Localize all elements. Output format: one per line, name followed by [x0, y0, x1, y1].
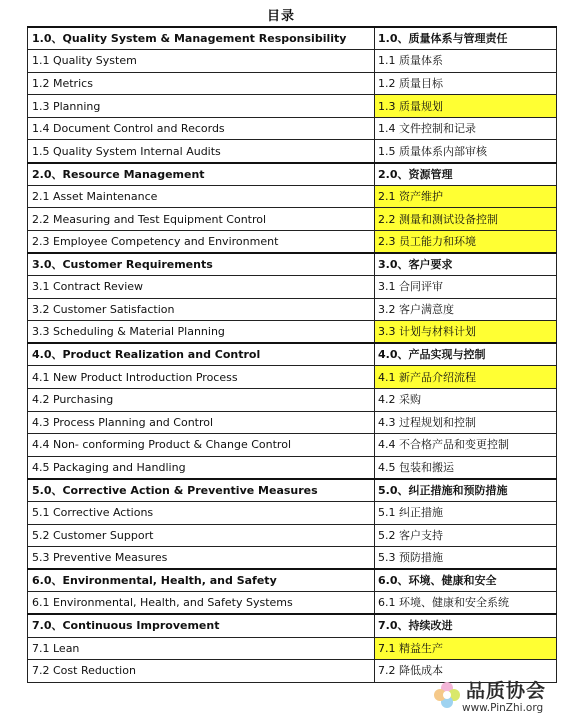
- toc-english-cell: 3.3 Scheduling & Material Planning: [28, 321, 375, 344]
- toc-chinese-cell: 4.5 包装和搬运: [375, 456, 557, 479]
- toc-section-row: [28, 163, 557, 186]
- toc-row: [28, 434, 557, 457]
- toc-chinese-cell: 3.2 客户满意度: [375, 298, 557, 321]
- toc-chinese-cell-highlighted: 1.3 质量规划: [375, 95, 557, 118]
- toc-section-row: [28, 614, 557, 637]
- toc-english-cell: 3.0、Customer Requirements: [28, 253, 375, 276]
- toc-chinese-cell: 7.2 降低成本: [375, 660, 557, 683]
- toc-chinese-cell-highlighted: 4.1 新产品介绍流程: [375, 366, 557, 389]
- toc-english-cell: 1.1 Quality System: [28, 50, 375, 73]
- toc-english-cell: 4.0、Product Realization and Control: [28, 343, 375, 366]
- toc-row: [28, 185, 557, 208]
- flower-logo-icon: [432, 680, 462, 710]
- toc-chinese-cell: 4.2 采购: [375, 389, 557, 412]
- toc-body: [28, 27, 557, 682]
- watermark-url: www.PinZhi.org: [462, 702, 544, 714]
- toc-row: [28, 637, 557, 660]
- toc-english-cell: 1.5 Quality System Internal Audits: [28, 140, 375, 163]
- toc-english-cell: 1.2 Metrics: [28, 72, 375, 95]
- toc-row: [28, 298, 557, 321]
- toc-table: [27, 26, 557, 683]
- toc-chinese-cell: 3.1 合同评审: [375, 276, 557, 299]
- toc-row: [28, 524, 557, 547]
- toc-section-row: [28, 343, 557, 366]
- toc-chinese-cell: 5.1 纠正措施: [375, 501, 557, 524]
- toc-section-row: [28, 569, 557, 592]
- toc-english-cell: 2.1 Asset Maintenance: [28, 185, 375, 208]
- toc-english-cell: 6.1 Environmental, Health, and Safety Systems: [28, 592, 375, 615]
- toc-chinese-cell: 1.2 质量目标: [375, 72, 557, 95]
- toc-english-cell: 2.2 Measuring and Test Equipment Control: [28, 208, 375, 231]
- toc-english-cell: 1.3 Planning: [28, 95, 375, 118]
- toc-row: [28, 140, 557, 163]
- document-title: 目录: [266, 9, 295, 24]
- toc-english-cell: 5.1 Corrective Actions: [28, 501, 375, 524]
- toc-row: [28, 389, 557, 412]
- toc-chinese-cell-highlighted: 2.1 资产维护: [375, 185, 557, 208]
- toc-english-cell: 5.2 Customer Support: [28, 524, 375, 547]
- toc-english-cell: 3.1 Contract Review: [28, 276, 375, 299]
- toc-row: [28, 276, 557, 299]
- toc-english-cell: 1.4 Document Control and Records: [28, 117, 375, 140]
- toc-row: [28, 230, 557, 253]
- toc-row: [28, 547, 557, 570]
- watermark: [432, 676, 558, 716]
- toc-chinese-cell: 5.3 预防措施: [375, 547, 557, 570]
- toc-section-row: [28, 27, 557, 50]
- toc-row: [28, 501, 557, 524]
- toc-english-cell: 7.2 Cost Reduction: [28, 660, 375, 683]
- watermark-name: 品质协会: [466, 680, 547, 702]
- toc-english-cell: 3.2 Customer Satisfaction: [28, 298, 375, 321]
- toc-chinese-cell: 5.2 客户支持: [375, 524, 557, 547]
- toc-english-cell: 1.0、Quality System & Management Responsibility: [28, 27, 375, 50]
- toc-english-cell: 2.0、Resource Management: [28, 163, 375, 186]
- toc-row: [28, 50, 557, 73]
- toc-chinese-cell: 1.1 质量体系: [375, 50, 557, 73]
- toc-chinese-cell: 4.4 不合格产品和变更控制: [375, 434, 557, 457]
- toc-chinese-cell: 3.0、客户要求: [375, 253, 557, 276]
- toc-english-cell: 6.0、Environmental, Health, and Safety: [28, 569, 375, 592]
- toc-english-cell: 4.5 Packaging and Handling: [28, 456, 375, 479]
- toc-row: [28, 411, 557, 434]
- toc-chinese-cell: 4.3 过程规划和控制: [375, 411, 557, 434]
- toc-english-cell: 4.2 Purchasing: [28, 389, 375, 412]
- toc-chinese-cell-highlighted: 7.1 精益生产: [375, 637, 557, 660]
- toc-chinese-cell: 7.0、持续改进: [375, 614, 557, 637]
- toc-row: [28, 208, 557, 231]
- toc-chinese-cell: 2.0、资源管理: [375, 163, 557, 186]
- toc-chinese-cell: 6.1 环境、健康和安全系统: [375, 592, 557, 615]
- toc-english-cell: 5.3 Preventive Measures: [28, 547, 375, 570]
- toc-chinese-cell: 6.0、环境、健康和安全: [375, 569, 557, 592]
- toc-row: [28, 72, 557, 95]
- toc-chinese-cell-highlighted: 2.3 员工能力和环境: [375, 230, 557, 253]
- toc-english-cell: 2.3 Employee Competency and Environment: [28, 230, 375, 253]
- toc-english-cell: 7.1 Lean: [28, 637, 375, 660]
- toc-chinese-cell: 4.0、产品实现与控制: [375, 343, 557, 366]
- toc-chinese-cell: 1.4 文件控制和记录: [375, 117, 557, 140]
- toc-chinese-cell-highlighted: 3.3 计划与材料计划: [375, 321, 557, 344]
- toc-chinese-cell: 5.0、纠正措施和预防措施: [375, 479, 557, 502]
- toc-english-cell: 7.0、Continuous Improvement: [28, 614, 375, 637]
- toc-section-row: [28, 479, 557, 502]
- toc-row: [28, 95, 557, 118]
- toc-chinese-cell: 1.5 质量体系内部审核: [375, 140, 557, 163]
- toc-chinese-cell-highlighted: 2.2 测量和测试设备控制: [375, 208, 557, 231]
- toc-row: [28, 117, 557, 140]
- toc-section-row: [28, 253, 557, 276]
- toc-row: [28, 456, 557, 479]
- toc-row: [28, 366, 557, 389]
- toc-english-cell: 5.0、Corrective Action & Preventive Measures: [28, 479, 375, 502]
- toc-english-cell: 4.4 Non- conforming Product & Change Control: [28, 434, 375, 457]
- toc-english-cell: 4.1 New Product Introduction Process: [28, 366, 375, 389]
- toc-row: [28, 592, 557, 615]
- toc-english-cell: 4.3 Process Planning and Control: [28, 411, 375, 434]
- toc-chinese-cell: 1.0、质量体系与管理责任: [375, 27, 557, 50]
- toc-row: [28, 321, 557, 344]
